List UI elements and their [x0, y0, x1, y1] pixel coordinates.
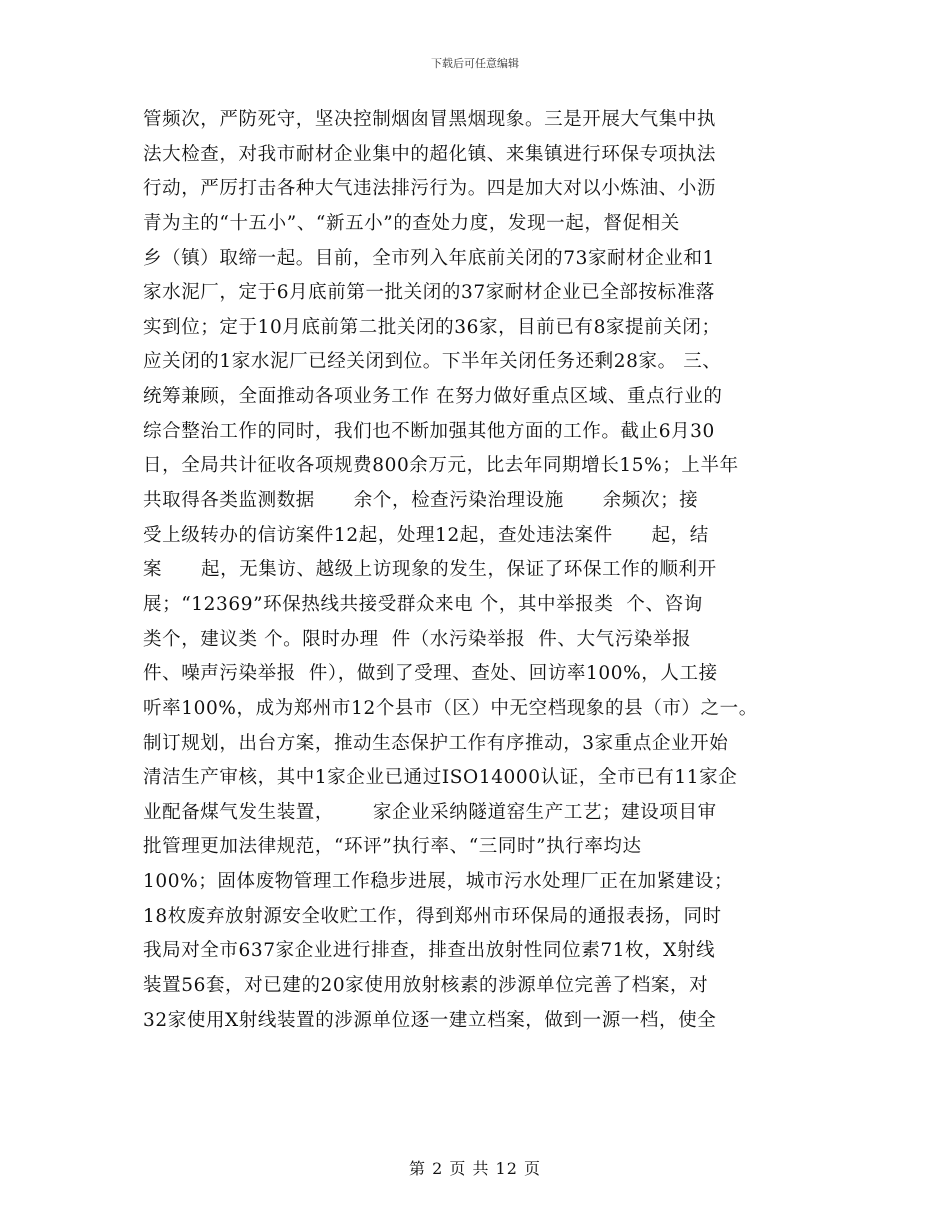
- text-line: 法大检查，对我市耐材企业集中的超化镇、来集镇进行环保专项执法: [143, 143, 717, 165]
- text-line: 日，全局共计征收各项规费800余万元，比去年同期增长15%；上半年: [143, 455, 739, 477]
- document-body: [143, 103, 843, 1038]
- page-header: 下载后可任意编辑: [431, 57, 519, 70]
- text-line: 业配备煤气发生装置， 家企业采纳隧道窑生产工艺；建设项目审: [143, 801, 717, 823]
- text-line: 实到位；定于10月底前第二批关闭的36家，目前已有8家提前关闭；: [143, 316, 721, 338]
- text-line: 32家使用X射线装置的涉源单位逐一建立档案，做到一源一档，使全: [143, 1009, 717, 1031]
- text-line: 清洁生产审核，其中1家企业已通过ISO14000认证，全市已有11家企: [143, 767, 738, 789]
- text-line: 行动，严厉打击各种大气违法排污行为。四是加大对以小炼油、小沥: [143, 178, 717, 200]
- text-line: 综合整治工作的同时，我们也不断加强其他方面的工作。截止6月30: [143, 420, 715, 442]
- text-line: 应关闭的1家水泥厂已经关闭到位。下半年关闭任务还剩28家。 三、: [143, 351, 722, 373]
- text-line: 家水泥厂，定于6月底前第一批关闭的37家耐材企业已全部按标准落: [143, 282, 715, 304]
- text-line: 案 起，无集访、越级上访现象的发生，保证了环保工作的顺利开: [143, 559, 717, 581]
- text-line: 件、噪声污染举报 件），做到了受理、查处、回访率100%，人工接: [143, 663, 718, 685]
- text-line: 装置56套，对已建的20家使用放射核素的涉源单位完善了档案，对: [143, 975, 709, 997]
- text-line: 共取得各类监测数据 余个，检查污染治理设施 余频次；接: [143, 490, 699, 512]
- text-line: 听率100%，成为郑州市12个县市（区）中无空档现象的县（市）之一。: [143, 697, 758, 719]
- text-line: 受上级转办的信访案件12起，处理12起，查处违法案件 起，结: [143, 524, 709, 546]
- text-line: 管频次，严防死守，坚决控制烟囱冒黑烟现象。三是开展大气集中执: [143, 109, 717, 130]
- text-line: 我局对全市637家企业进行排查，排查出放射性同位素71枚，X射线: [143, 940, 716, 962]
- text-line: 统筹兼顾，全面推动各项业务工作 在努力做好重点区域、重点行业的: [143, 386, 723, 408]
- text-line: 类个，建议类 个。限时办理 件（水污染举报 件、大气污染举报: [143, 628, 692, 650]
- text-line: 展；“12369”环保热线共接受群众来电 个，其中举报类 个、咨询: [143, 593, 703, 615]
- text-line: 18枚废弃放射源安全收贮工作，得到郑州市环保局的通报表扬，同时: [143, 905, 722, 927]
- page-number-footer: 第 2 页 共 12 页: [409, 1159, 541, 1178]
- text-line: 乡（镇）取缔一起。目前，全市列入年底前关闭的73家耐材企业和1: [143, 247, 715, 269]
- text-line: 制订规划，出台方案，推动生态保护工作有序推动，3家重点企业开始: [143, 732, 729, 754]
- text-line: 青为主的“十五小”、“新五小”的查处力度，发现一起，督促相关: [143, 212, 680, 234]
- text-line: 100%；固体废物管理工作稳步进展，城市污水处理厂正在加紧建设；: [143, 871, 734, 893]
- text-line: 批管理更加法律规范，“环评”执行率、“三同时”执行率均达: [143, 836, 642, 858]
